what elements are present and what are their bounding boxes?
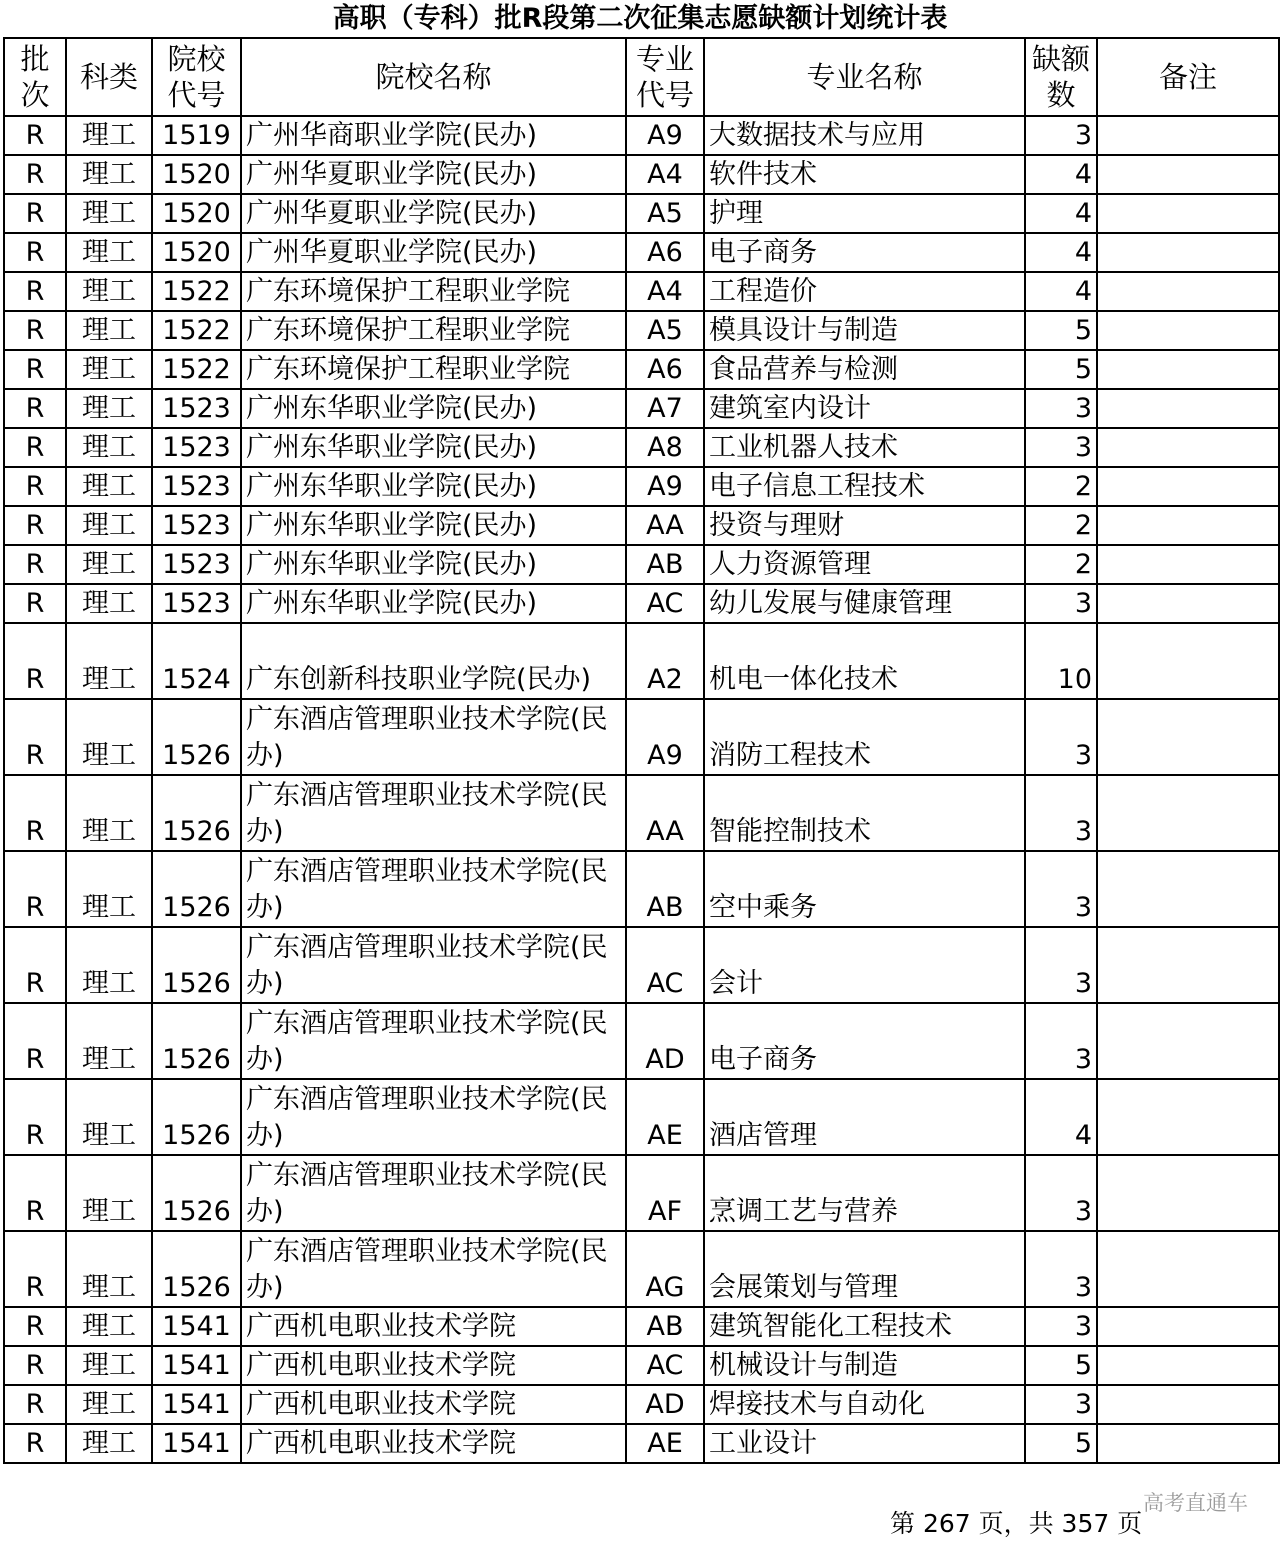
major-code-cell: AE [626, 1424, 704, 1463]
page-title: 高职（专科）批R段第二次征集志愿缺额计划统计表 [332, 3, 948, 34]
table-row [4, 116, 1279, 155]
vacancies-cell: 3 [1025, 1003, 1097, 1079]
major-name-cell: 投资与理财 [704, 506, 1025, 545]
remarks-cell [1097, 1385, 1279, 1424]
school-name-cell: 广东酒店管理职业技术学院(民办) [241, 1155, 626, 1231]
vacancies-cell: 4 [1025, 194, 1097, 233]
major-name-cell: 电子商务 [704, 1003, 1025, 1079]
school-name-cell: 广州东华职业学院(民办) [241, 389, 626, 428]
batch-cell: R [4, 194, 66, 233]
vacancies-cell: 3 [1025, 116, 1097, 155]
batch-cell: R [4, 350, 66, 389]
school-name-cell: 广东酒店管理职业技术学院(民办) [241, 1003, 626, 1079]
major-code-cell: A9 [626, 699, 704, 775]
vacancies-cell: 3 [1025, 699, 1097, 775]
vacancies-cell: 5 [1025, 350, 1097, 389]
header-row [4, 38, 1279, 116]
school-name-cell: 广西机电职业技术学院 [241, 1307, 626, 1346]
major-name-cell: 工程造价 [704, 272, 1025, 311]
table-row [4, 1307, 1279, 1346]
remarks-cell [1097, 467, 1279, 506]
major-name-cell: 建筑智能化工程技术 [704, 1307, 1025, 1346]
major-code-cell: A5 [626, 311, 704, 350]
table-row [4, 350, 1279, 389]
school-code-cell: 1526 [152, 1231, 241, 1307]
school-name-cell: 广东酒店管理职业技术学院(民办) [241, 699, 626, 775]
remarks-cell [1097, 699, 1279, 775]
category-cell: 理工 [66, 1346, 152, 1385]
vacancies-cell: 2 [1025, 545, 1097, 584]
major-name-cell: 大数据技术与应用 [704, 116, 1025, 155]
table-row [4, 1003, 1279, 1079]
table-row [4, 699, 1279, 775]
major-name-cell: 烹调工艺与营养 [704, 1155, 1025, 1231]
remarks-cell [1097, 1346, 1279, 1385]
batch-cell: R [4, 699, 66, 775]
vacancies-cell: 4 [1025, 233, 1097, 272]
category-cell: 理工 [66, 1307, 152, 1346]
header-school-code: 院校代号 [152, 38, 241, 116]
vacancies-cell: 3 [1025, 1231, 1097, 1307]
vacancies-cell: 2 [1025, 467, 1097, 506]
vacancies-cell: 3 [1025, 851, 1097, 927]
school-name-cell: 广东环境保护工程职业学院 [241, 311, 626, 350]
category-cell: 理工 [66, 1424, 152, 1463]
watermark: 高考直通车 [1143, 1491, 1248, 1515]
table-row [4, 233, 1279, 272]
school-name-cell: 广州东华职业学院(民办) [241, 506, 626, 545]
batch-cell: R [4, 1385, 66, 1424]
remarks-cell [1097, 311, 1279, 350]
major-code-cell: AF [626, 1155, 704, 1231]
major-name-cell: 焊接技术与自动化 [704, 1385, 1025, 1424]
school-name-cell: 广东酒店管理职业技术学院(民办) [241, 775, 626, 851]
remarks-cell [1097, 851, 1279, 927]
major-code-cell: AA [626, 775, 704, 851]
school-code-cell: 1522 [152, 350, 241, 389]
remarks-cell [1097, 584, 1279, 623]
major-name-cell: 工业机器人技术 [704, 428, 1025, 467]
major-name-cell: 人力资源管理 [704, 545, 1025, 584]
major-name-cell: 建筑室内设计 [704, 389, 1025, 428]
school-code-cell: 1523 [152, 467, 241, 506]
school-code-cell: 1526 [152, 699, 241, 775]
table-body [4, 116, 1279, 1463]
table-row [4, 467, 1279, 506]
page-footer: 第 267 页，共 357 页 [890, 1509, 1143, 1538]
school-name-cell: 广州华商职业学院(民办) [241, 116, 626, 155]
remarks-cell [1097, 506, 1279, 545]
school-code-cell: 1526 [152, 1155, 241, 1231]
remarks-cell [1097, 927, 1279, 1003]
major-code-cell: AG [626, 1231, 704, 1307]
school-code-cell: 1522 [152, 311, 241, 350]
school-code-cell: 1524 [152, 623, 241, 699]
school-code-cell: 1541 [152, 1346, 241, 1385]
school-code-cell: 1523 [152, 506, 241, 545]
batch-cell: R [4, 506, 66, 545]
batch-cell: R [4, 1155, 66, 1231]
table-row [4, 194, 1279, 233]
category-cell: 理工 [66, 116, 152, 155]
category-cell: 理工 [66, 233, 152, 272]
school-name-cell: 广东环境保护工程职业学院 [241, 350, 626, 389]
table-row [4, 545, 1279, 584]
category-cell: 理工 [66, 350, 152, 389]
vacancies-cell: 4 [1025, 272, 1097, 311]
header-category: 科类 [66, 38, 152, 116]
table-row [4, 1346, 1279, 1385]
batch-cell: R [4, 1231, 66, 1307]
batch-cell: R [4, 272, 66, 311]
major-name-cell: 消防工程技术 [704, 699, 1025, 775]
header-remarks: 备注 [1097, 38, 1279, 116]
school-name-cell: 广州东华职业学院(民办) [241, 584, 626, 623]
school-name-cell: 广东酒店管理职业技术学院(民办) [241, 1079, 626, 1155]
batch-cell: R [4, 623, 66, 699]
remarks-cell [1097, 194, 1279, 233]
major-code-cell: AD [626, 1385, 704, 1424]
school-code-cell: 1541 [152, 1385, 241, 1424]
batch-cell: R [4, 155, 66, 194]
school-name-cell: 广东酒店管理职业技术学院(民办) [241, 927, 626, 1003]
major-code-cell: AE [626, 1079, 704, 1155]
category-cell: 理工 [66, 851, 152, 927]
category-cell: 理工 [66, 584, 152, 623]
major-name-cell: 酒店管理 [704, 1079, 1025, 1155]
school-name-cell: 广西机电职业技术学院 [241, 1424, 626, 1463]
school-name-cell: 广东环境保护工程职业学院 [241, 272, 626, 311]
major-code-cell: AB [626, 851, 704, 927]
category-cell: 理工 [66, 272, 152, 311]
major-code-cell: AC [626, 927, 704, 1003]
vacancies-cell: 3 [1025, 927, 1097, 1003]
vacancies-cell: 3 [1025, 584, 1097, 623]
vacancies-cell: 5 [1025, 1424, 1097, 1463]
major-code-cell: AC [626, 584, 704, 623]
school-code-cell: 1523 [152, 389, 241, 428]
vacancies-cell: 5 [1025, 1346, 1097, 1385]
school-code-cell: 1526 [152, 851, 241, 927]
category-cell: 理工 [66, 623, 152, 699]
table-row [4, 1385, 1279, 1424]
major-name-cell: 机电一体化技术 [704, 623, 1025, 699]
table-row [4, 1155, 1279, 1231]
major-name-cell: 空中乘务 [704, 851, 1025, 927]
school-name-cell: 广东创新科技职业学院(民办) [241, 623, 626, 699]
major-code-cell: A6 [626, 233, 704, 272]
remarks-cell [1097, 233, 1279, 272]
vacancies-cell: 3 [1025, 1307, 1097, 1346]
header-batch: 批次 [4, 38, 66, 116]
vacancies-cell: 3 [1025, 1155, 1097, 1231]
major-code-cell: AB [626, 1307, 704, 1346]
school-name-cell: 广东酒店管理职业技术学院(民办) [241, 1231, 626, 1307]
table-row [4, 155, 1279, 194]
vacancies-cell: 3 [1025, 428, 1097, 467]
major-code-cell: AB [626, 545, 704, 584]
remarks-cell [1097, 428, 1279, 467]
vacancies-cell: 4 [1025, 1079, 1097, 1155]
batch-cell: R [4, 1346, 66, 1385]
vacancy-table [3, 37, 1280, 1464]
table-row [4, 775, 1279, 851]
school-name-cell: 广西机电职业技术学院 [241, 1346, 626, 1385]
vacancies-cell: 5 [1025, 311, 1097, 350]
remarks-cell [1097, 775, 1279, 851]
batch-cell: R [4, 389, 66, 428]
batch-cell: R [4, 467, 66, 506]
remarks-cell [1097, 389, 1279, 428]
school-code-cell: 1522 [152, 272, 241, 311]
vacancies-cell: 3 [1025, 1385, 1097, 1424]
school-code-cell: 1523 [152, 428, 241, 467]
batch-cell: R [4, 1307, 66, 1346]
table-row [4, 927, 1279, 1003]
batch-cell: R [4, 1424, 66, 1463]
major-name-cell: 机械设计与制造 [704, 1346, 1025, 1385]
vacancies-cell: 3 [1025, 389, 1097, 428]
major-name-cell: 电子商务 [704, 233, 1025, 272]
school-name-cell: 广州华夏职业学院(民办) [241, 194, 626, 233]
table-row [4, 623, 1279, 699]
major-code-cell: A9 [626, 116, 704, 155]
remarks-cell [1097, 1424, 1279, 1463]
batch-cell: R [4, 311, 66, 350]
category-cell: 理工 [66, 428, 152, 467]
vacancies-cell: 2 [1025, 506, 1097, 545]
batch-cell: R [4, 428, 66, 467]
major-code-cell: A2 [626, 623, 704, 699]
table-row [4, 1231, 1279, 1307]
category-cell: 理工 [66, 506, 152, 545]
table-row [4, 584, 1279, 623]
vacancies-cell: 10 [1025, 623, 1097, 699]
school-name-cell: 广州东华职业学院(民办) [241, 545, 626, 584]
major-name-cell: 食品营养与检测 [704, 350, 1025, 389]
vacancies-cell: 3 [1025, 775, 1097, 851]
table-row [4, 506, 1279, 545]
batch-cell: R [4, 927, 66, 1003]
school-code-cell: 1526 [152, 927, 241, 1003]
school-code-cell: 1541 [152, 1424, 241, 1463]
major-code-cell: A7 [626, 389, 704, 428]
table-row [4, 1079, 1279, 1155]
major-code-cell: AC [626, 1346, 704, 1385]
batch-cell: R [4, 1003, 66, 1079]
major-name-cell: 护理 [704, 194, 1025, 233]
header-vacancies: 缺额数 [1025, 38, 1097, 116]
remarks-cell [1097, 545, 1279, 584]
school-name-cell: 广西机电职业技术学院 [241, 1385, 626, 1424]
school-code-cell: 1541 [152, 1307, 241, 1346]
major-code-cell: A4 [626, 155, 704, 194]
major-name-cell: 模具设计与制造 [704, 311, 1025, 350]
remarks-cell [1097, 350, 1279, 389]
remarks-cell [1097, 155, 1279, 194]
batch-cell: R [4, 233, 66, 272]
major-code-cell: A6 [626, 350, 704, 389]
school-code-cell: 1520 [152, 233, 241, 272]
batch-cell: R [4, 545, 66, 584]
table-row [4, 272, 1279, 311]
school-code-cell: 1526 [152, 775, 241, 851]
category-cell: 理工 [66, 311, 152, 350]
batch-cell: R [4, 851, 66, 927]
category-cell: 理工 [66, 1079, 152, 1155]
school-code-cell: 1526 [152, 1003, 241, 1079]
major-name-cell: 会展策划与管理 [704, 1231, 1025, 1307]
school-code-cell: 1519 [152, 116, 241, 155]
school-name-cell: 广州华夏职业学院(民办) [241, 155, 626, 194]
remarks-cell [1097, 116, 1279, 155]
remarks-cell [1097, 272, 1279, 311]
header-school-name: 院校名称 [241, 38, 626, 116]
remarks-cell [1097, 623, 1279, 699]
major-code-cell: AA [626, 506, 704, 545]
table-row [4, 428, 1279, 467]
school-name-cell: 广州东华职业学院(民办) [241, 428, 626, 467]
category-cell: 理工 [66, 545, 152, 584]
category-cell: 理工 [66, 389, 152, 428]
header-major-name: 专业名称 [704, 38, 1025, 116]
batch-cell: R [4, 775, 66, 851]
category-cell: 理工 [66, 927, 152, 1003]
school-code-cell: 1520 [152, 194, 241, 233]
major-name-cell: 会计 [704, 927, 1025, 1003]
category-cell: 理工 [66, 699, 152, 775]
major-code-cell: AD [626, 1003, 704, 1079]
table-row [4, 851, 1279, 927]
remarks-cell [1097, 1231, 1279, 1307]
batch-cell: R [4, 116, 66, 155]
remarks-cell [1097, 1307, 1279, 1346]
category-cell: 理工 [66, 1003, 152, 1079]
remarks-cell [1097, 1003, 1279, 1079]
category-cell: 理工 [66, 775, 152, 851]
batch-cell: R [4, 584, 66, 623]
vacancies-cell: 4 [1025, 155, 1097, 194]
remarks-cell [1097, 1079, 1279, 1155]
school-code-cell: 1523 [152, 584, 241, 623]
major-code-cell: A9 [626, 467, 704, 506]
category-cell: 理工 [66, 194, 152, 233]
major-code-cell: A4 [626, 272, 704, 311]
table-row [4, 1424, 1279, 1463]
category-cell: 理工 [66, 1155, 152, 1231]
major-name-cell: 电子信息工程技术 [704, 467, 1025, 506]
major-name-cell: 工业设计 [704, 1424, 1025, 1463]
school-code-cell: 1520 [152, 155, 241, 194]
school-name-cell: 广州华夏职业学院(民办) [241, 233, 626, 272]
major-name-cell: 智能控制技术 [704, 775, 1025, 851]
table-row [4, 311, 1279, 350]
category-cell: 理工 [66, 155, 152, 194]
table-row [4, 389, 1279, 428]
batch-cell: R [4, 1079, 66, 1155]
major-name-cell: 软件技术 [704, 155, 1025, 194]
school-code-cell: 1523 [152, 545, 241, 584]
school-name-cell: 广东酒店管理职业技术学院(民办) [241, 851, 626, 927]
school-name-cell: 广州东华职业学院(民办) [241, 467, 626, 506]
category-cell: 理工 [66, 1231, 152, 1307]
major-code-cell: A5 [626, 194, 704, 233]
header-major-code: 专业代号 [626, 38, 704, 116]
category-cell: 理工 [66, 1385, 152, 1424]
major-code-cell: A8 [626, 428, 704, 467]
school-code-cell: 1526 [152, 1079, 241, 1155]
category-cell: 理工 [66, 467, 152, 506]
remarks-cell [1097, 1155, 1279, 1231]
major-name-cell: 幼儿发展与健康管理 [704, 584, 1025, 623]
